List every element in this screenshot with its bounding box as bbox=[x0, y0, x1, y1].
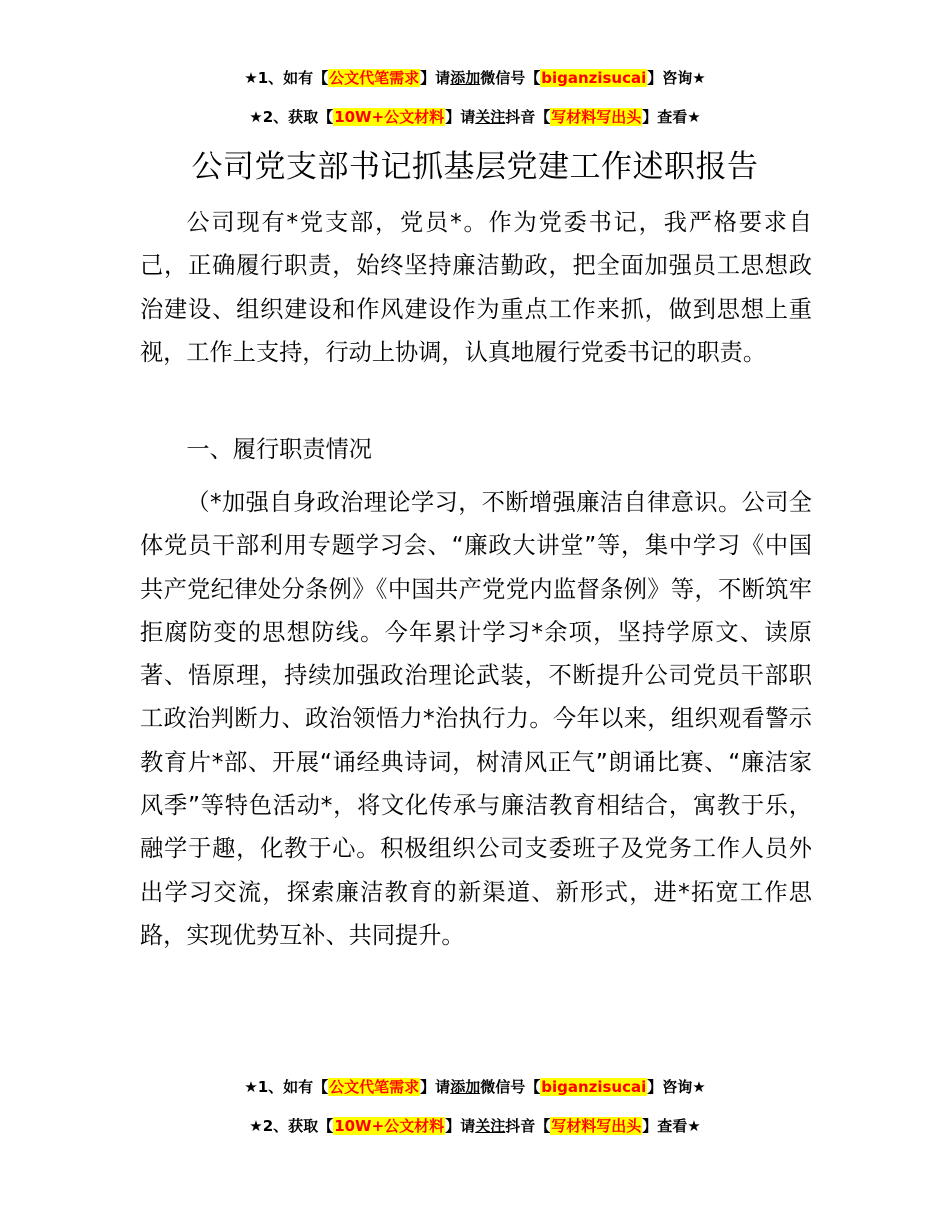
document-title: 公司党支部书记抓基层党建工作述职报告 bbox=[191, 149, 759, 185]
section-body-paragraph: （*加强自身政治理论学习，不断增强廉洁自律意识。公司全体党员干部利用专题学习会、“廉政大讲堂”等，集中学习《中国共产党纪律处分条例》《中国共产党党内监督条例》等，不断筑牢拒腐防变的思想防线。今年累计学习*余项，坚持学原文、读原著、悟原理，持续加强政治理论武装，不断提升公司党员干部职工政治判断力、政治领悟力*治执行力。今年以来，组织观看警示教育片*部、开展“诵经典诗词，树清风正气”朗诵比赛、“廉洁家风季”等特色活动*，将文化传承与廉洁教育相结合，寓教于乐，融学于趣，化教于心。积极组织公司支委班子及党务工作人员外出学习交流，探索廉洁教育的新渠道、新形式，进*拓宽工作思路，实现优势互补、共同提升。 bbox=[140, 489, 812, 949]
section-heading: 一、履行职责情况 bbox=[186, 436, 372, 463]
banner-text: 微信号【 bbox=[480, 69, 541, 87]
banner-text: 】查看★ bbox=[642, 1117, 701, 1135]
banner-text: 】请 bbox=[420, 69, 451, 87]
banner-underlined-text: 关注 bbox=[475, 1117, 506, 1135]
bottom-banner-line-1 bbox=[0, 1077, 950, 1097]
banner-highlight: 写材料写出头 bbox=[551, 1117, 642, 1135]
bottom-banner-line-2 bbox=[0, 1116, 950, 1136]
banner-highlight: 10W+公文材料 bbox=[334, 108, 445, 126]
banner-underlined-text: 关注 bbox=[475, 108, 506, 126]
banner-text: 】请 bbox=[420, 1078, 451, 1096]
banner-underlined-text: 添加 bbox=[450, 69, 481, 87]
banner-highlight: 公文代笔需求 bbox=[329, 1078, 420, 1096]
banner-text: 】查看★ bbox=[642, 108, 701, 126]
banner-text: 】咨询★ bbox=[647, 69, 706, 87]
banner-highlight: biganzisucai bbox=[541, 69, 647, 87]
top-banner-line-1 bbox=[0, 68, 950, 88]
banner-text: ★1、如有【 bbox=[244, 1078, 329, 1096]
banner-text: 】请 bbox=[445, 108, 476, 126]
top-banner-line-2 bbox=[0, 107, 950, 127]
banner-text: 微信号【 bbox=[480, 1078, 541, 1096]
banner-underlined-text: 添加 bbox=[450, 1078, 481, 1096]
banner-text: ★2、获取【 bbox=[249, 1117, 334, 1135]
banner-text: 】请 bbox=[445, 1117, 476, 1135]
intro-paragraph: 公司现有*党支部，党员*。作为党委书记，我严格要求自己，正确履行职责，始终坚持廉洁勤政，把全面加强员工思想政治建设、组织建设和作风建设作为重点工作来抓，做到思想上重视，工作上支持，行动上协调，认真地履行党委书记的职责。 bbox=[140, 209, 812, 366]
banner-text: ★2、获取【 bbox=[249, 108, 334, 126]
banner-text: 抖音【 bbox=[505, 1117, 551, 1135]
banner-highlight: 10W+公文材料 bbox=[334, 1117, 445, 1135]
banner-text: ★1、如有【 bbox=[244, 69, 329, 87]
banner-highlight: biganzisucai bbox=[541, 1078, 647, 1096]
banner-text: 】咨询★ bbox=[647, 1078, 706, 1096]
banner-text: 抖音【 bbox=[505, 108, 551, 126]
banner-highlight: 写材料写出头 bbox=[551, 108, 642, 126]
banner-highlight: 公文代笔需求 bbox=[329, 69, 420, 87]
